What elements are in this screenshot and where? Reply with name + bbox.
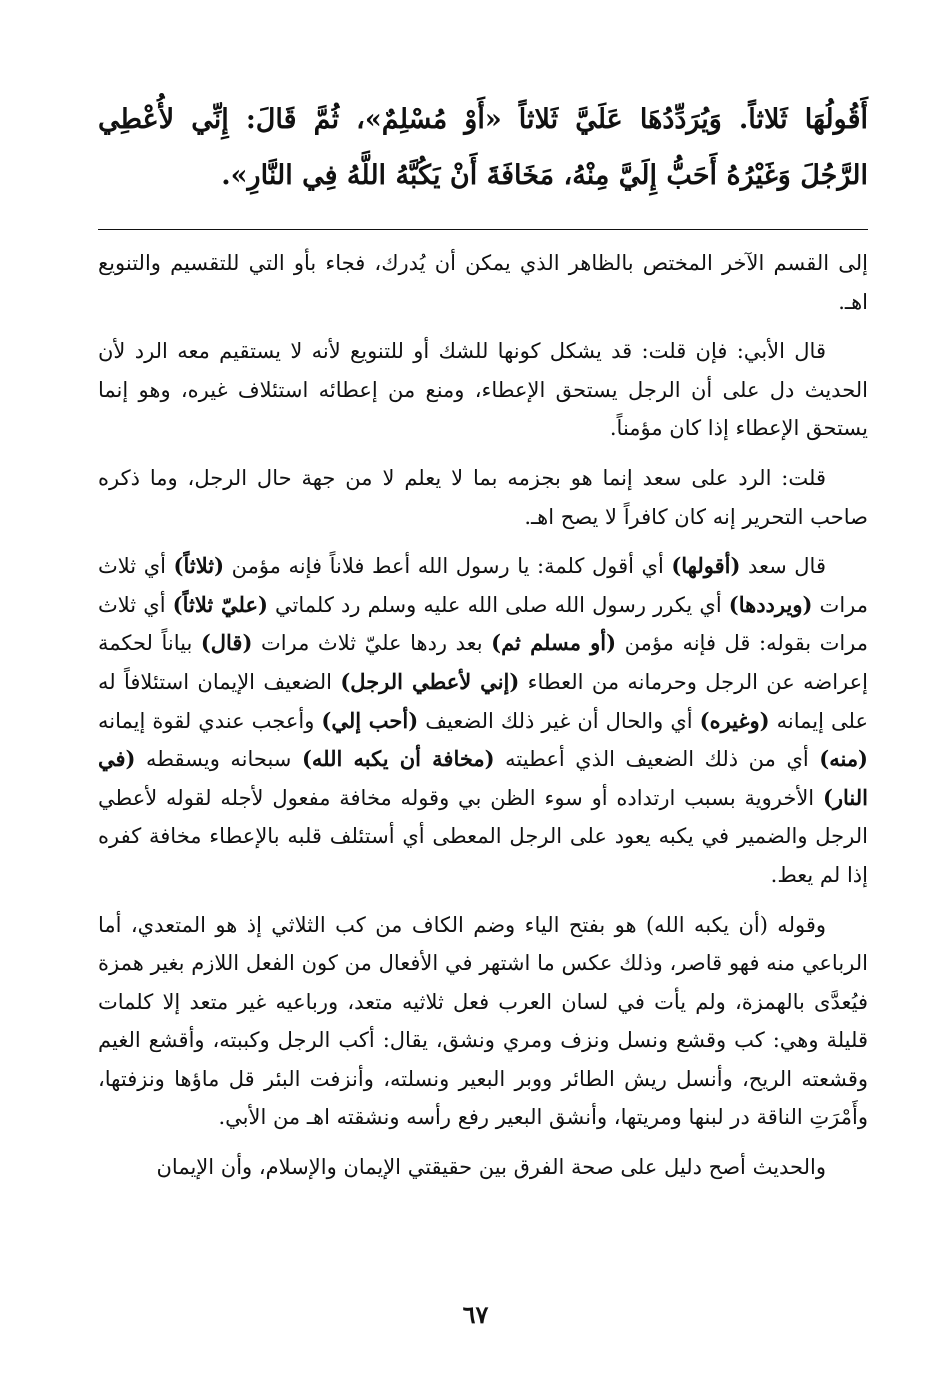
- page-number: ٦٧: [462, 1300, 489, 1329]
- quoted-phrase: (قال): [200, 630, 253, 656]
- quoted-phrase: (منه): [819, 746, 868, 772]
- quoted-phrase: (أو مسلم ثم): [491, 630, 617, 656]
- commentary-paragraph-5: وقوله (أن يكبه الله) هو بفتح الياء وضم الكاف من كب الثلاثي إذ هو المتعدي، أما الرباعي منه فهو قاصر، وذلك عكس ما اشتهر في الأفعال من كون الفعل اللازم بغير همزة فيُعدَّى بالهمزة، ولم يأت في لسان العرب فعل ثلاثيه متعد، ورباعيه غير متعد إلا كلمات قليلة وهي: كب وقشع ونسل ونزف ومري ونشق، يقال: أكب الرجل وكببته، وأقشع الغيم وقشعته الريح، وأنسل ريش الطائر ووبر البعير ونسلته، وأنزفت البئر قل ماؤها ونزفتها، وأَمْرَتِ الناقة در لبنها ومريتها، وأنشق البعير رفع رأسه ونشقته اهـ من الأبي.: [98, 912, 868, 1130]
- quoted-phrase: (عليّ ثلاثاً): [172, 591, 268, 617]
- hadith-line-2: أَحَبُّ إِلَيَّ مِنْهُ، مَخَافَةَ أَنْ يَكُبَّهُ اللَّهُ فِي النَّارِ».: [221, 160, 718, 191]
- hadith-line-1: أَقُولُهَا ثَلاثاً. وَيُرَدِّدُهَا عَلَيَّ ثَلاثاً «أَوْ مُسْلِمٌ»، ثُمَّ قَالَ: إِنِّي لأُعْطِي الرَّجُلَ وَغَيْرُهُ: [98, 104, 868, 191]
- quoted-phrase: (وغيره): [699, 707, 770, 733]
- commentary-paragraph-1: إلى القسم الآخر المختص بالظاهر الذي يمكن أن يُدرك، فجاء بأو التي للتقسيم والتنويع اهـ.: [98, 251, 868, 314]
- commentary-paragraph-6: والحديث أصح دليل على صحة الفرق بين حقيقتي الإيمان والإسلام، وأن الإيمان: [156, 1155, 826, 1180]
- text-run: سبحانه ويسقطه: [135, 747, 302, 772]
- text-run: أي من ذلك الضعيف الذي أعطيته: [494, 747, 820, 772]
- text-run: أي والحال أن غير ذلك الضعيف: [418, 708, 700, 733]
- text-run: أي ثلاث مرات بقوله: قل فإنه مؤمن: [98, 592, 869, 656]
- commentary: [98, 244, 868, 1198]
- commentary-paragraph-3: قلت: الرد على سعد إنما هو بجزمه بما لا يعلم لا من جهة حال الرجل، وما ذكره صاحب التحرير إنه كان كافراً لا يصح اهـ.: [98, 465, 868, 529]
- hadith-text: [98, 92, 868, 204]
- quoted-phrase: (ويرددها): [728, 591, 813, 617]
- text-run: أي يكرر رسول الله صلى الله عليه وسلم رد كلماتي: [267, 592, 729, 617]
- quoted-phrase: (في النار): [98, 746, 868, 810]
- text-run: أي ثلاث مرات: [98, 554, 868, 617]
- text-run: بعد ردها عليّ ثلاث مرات: [252, 631, 492, 656]
- quoted-phrase: (ثلاثاً): [173, 553, 225, 579]
- quoted-phrase: (إني لأعطي الرجل): [340, 668, 520, 694]
- commentary-paragraph-4: [98, 547, 868, 894]
- text-run: قال سعد: [740, 554, 826, 579]
- quoted-phrase: (مخافة أن يكبه الله): [301, 746, 495, 772]
- commentary-paragraph-2: قال الأبي: فإن قلت: قد يشكل كونها للشك أو للتنويع لأنه لا يستقيم معه الرد لأن الحديث دل على أن الرجل يستحق الإعطاء، ومنع من إعطائه استئلاف غيره، وهو إنما يستحق الإعطاء إذا كان مؤمناً.: [98, 339, 868, 441]
- text-run: بياناً لحكمة إعراضه عن الرجل وحرمانه من العطاء: [98, 631, 868, 694]
- quoted-phrase: (أقولها): [671, 553, 741, 579]
- quoted-phrase: (أحب إلي): [321, 707, 419, 733]
- footnote-separator: [98, 229, 868, 230]
- text-run: الأخروية بسبب ارتداده أو سوء الظن بي وقوله مخافة مفعول لأجله لقوله لأعطي الرجل والضمير في يكبه يعود على الرجل المعطى أي أستئلف قلبه بالإعطاء مخافة كفره إذا لم يعط.: [98, 785, 868, 887]
- text-run: الضعيف الإيمان استئلافاً له على إيمانه: [98, 669, 868, 733]
- text-run: أي أقول كلمة: يا رسول الله أعط فلاناً فإنه مؤمن: [224, 554, 672, 579]
- text-run: وأعجب عندي لقوة إيمانه: [98, 708, 322, 733]
